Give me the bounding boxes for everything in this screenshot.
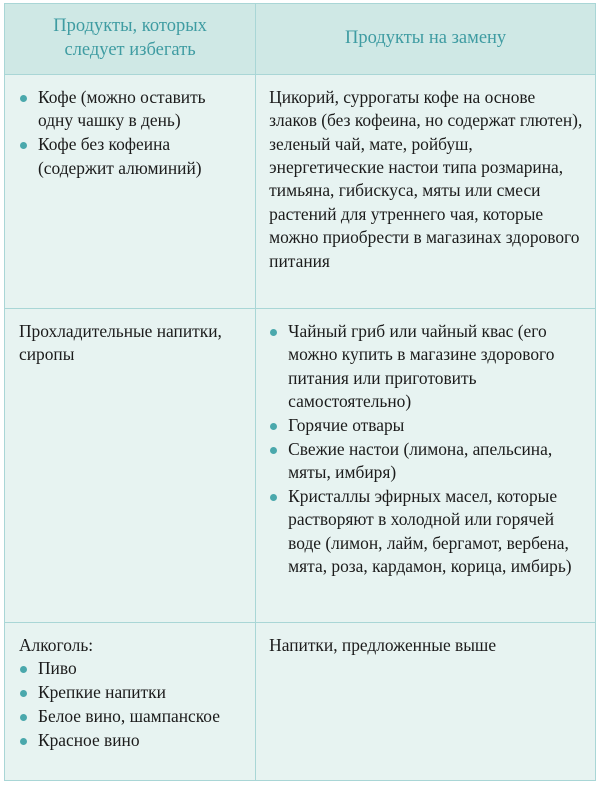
table-row: [5, 622, 596, 780]
cell-avoid-row-2: [5, 308, 256, 622]
bullet-list-replace-2: [269, 320, 583, 579]
list-item-text: Красное вино: [38, 729, 140, 750]
list-item-text: Свежие настои (лимона, апельсина, мяты, имбиря): [288, 438, 553, 483]
table-row: [5, 74, 596, 308]
header-row: [5, 4, 596, 75]
list-item: [19, 133, 243, 180]
table-header: [5, 4, 596, 75]
list-item-text: Горячие отвары: [288, 414, 405, 435]
list-item: [269, 438, 583, 485]
list-item-text: Кофе (можно оставить одну чашку в день): [38, 86, 206, 131]
list-item: [19, 86, 243, 133]
header-left-line-2: следует избегать: [64, 40, 196, 61]
cell-avoid-row-3: [5, 622, 256, 780]
cell-replace-row-2: [256, 308, 596, 622]
products-substitution-table: [4, 3, 596, 781]
table-body: [5, 74, 596, 780]
list-item: [19, 705, 243, 728]
cell-replace-row-3: [256, 622, 596, 780]
list-item: [19, 657, 243, 680]
table-row: [5, 308, 596, 622]
header-left-line-1: Продукты, которых: [53, 16, 207, 36]
paragraph-replace-3: Напитки, предложенные выше: [269, 634, 497, 655]
list-item: [269, 414, 583, 437]
list-item: [19, 681, 243, 704]
list-item-text: Кофе без кофеина (содержит алюминий): [38, 134, 202, 178]
list-item: [269, 485, 583, 579]
list-item-text: Пиво: [38, 658, 77, 678]
paragraph-avoid-2: Прохладительные напитки, сиропы: [19, 320, 222, 365]
paragraph-avoid-3: Алкоголь:: [19, 634, 94, 655]
list-item-text: Кристаллы эфирных масел, которые растворяют в холодной или горячей воде (лимон, лайм, бергамот, вербена, мята, роза, кардамон, корица, имбирь): [288, 486, 572, 577]
bullet-list-avoid-1: [19, 86, 243, 180]
list-item: [19, 729, 243, 752]
paragraph-replace-1: Цикорий, суррогаты кофе на основе злаков (без кофеина, но содержат глютен), зеленый чай, мате, ройбуш, энергетические настои типа розмарина, тимьяна, гибискуса, мяты или смеси растений для утреннего чая, которые можно приобрести в магазинах здорового питания: [269, 86, 583, 271]
cell-replace-row-1: [256, 74, 596, 308]
column-header-foods-to-avoid: [5, 4, 256, 75]
list-item-text: Белое вино, шампанское: [38, 705, 220, 726]
list-item: [269, 320, 583, 414]
column-header-replacement-foods: Продукты на замену: [256, 4, 596, 75]
cell-avoid-row-1: [5, 74, 256, 308]
bullet-list-avoid-3: [19, 657, 243, 752]
list-item-text: Крепкие напитки: [38, 681, 166, 702]
list-item-text: Чайный гриб или чайный квас (его можно купить в магазине здорового питания или приготовить самостоятельно): [288, 320, 555, 411]
